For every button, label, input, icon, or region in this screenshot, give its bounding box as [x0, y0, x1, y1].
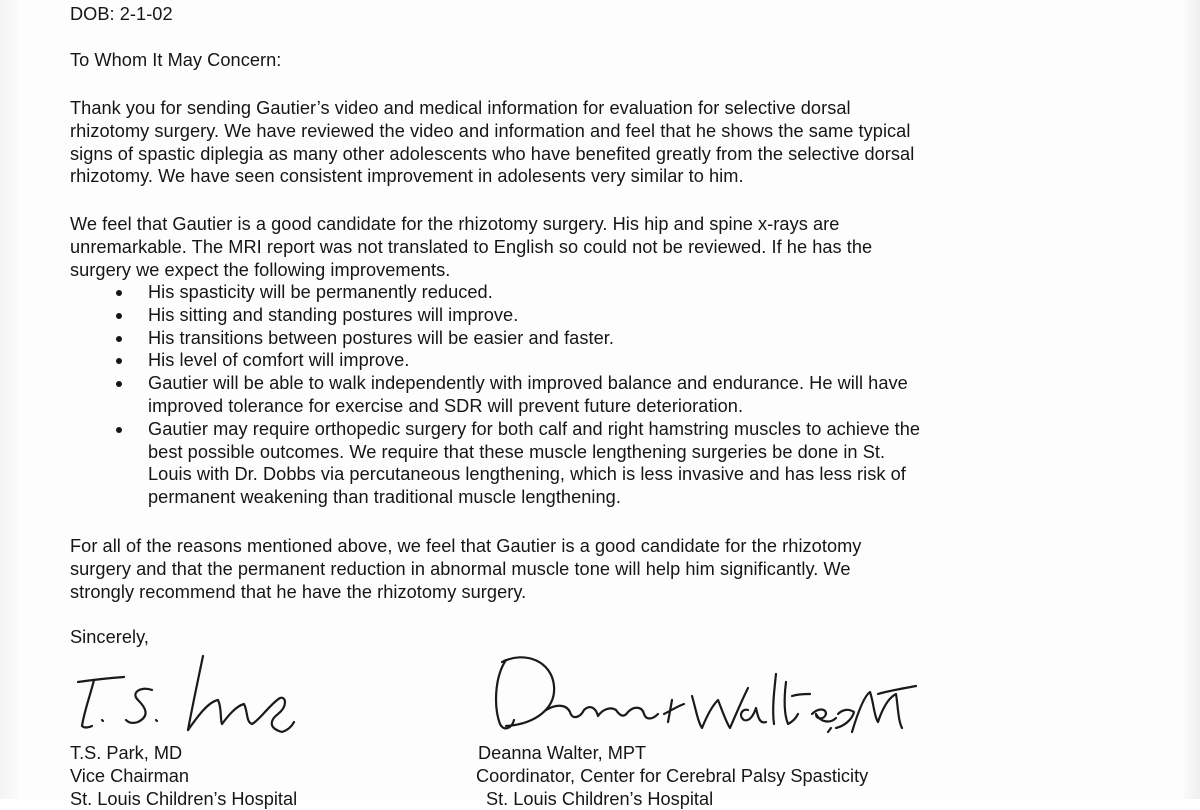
list-item-line: His spasticity will be permanently reduced.	[148, 282, 493, 302]
paragraph-line: strongly recommend that he have the rhizotomy surgery.	[70, 581, 527, 602]
bullet-icon	[116, 336, 122, 342]
list-item-line: improved tolerance for exercise and SDR will prevent future deterioration.	[148, 395, 744, 416]
bullet-icon	[116, 290, 122, 296]
paragraph-line: rhizotomy. We have seen consistent improvement in adolesents very similar to him.	[70, 166, 744, 187]
page-edge-left	[0, 0, 18, 799]
paragraph-line: rhizotomy surgery. We have reviewed the video and information and feel that he shows the same typical	[70, 120, 911, 141]
paragraph-line: unremarkable. The MRI report was not translated to English so could not be reviewed. If he has the	[70, 236, 873, 257]
paragraph-intro	[70, 97, 1010, 188]
signer-left	[70, 742, 298, 809]
signer-name: T.S. Park, MD	[70, 743, 183, 763]
bullet-icon	[116, 381, 122, 387]
paragraph-line: For all of the reasons mentioned above, we feel that Gautier is a good candidate for the rhizotomy	[70, 536, 862, 556]
bullet-icon	[116, 358, 122, 364]
signature-ts-park	[72, 650, 302, 740]
list-item	[70, 418, 1010, 509]
list-item	[70, 304, 1010, 327]
paragraph-line: We feel that Gautier is a good candidate for the rhizotomy surgery. His hip and spine x-rays are	[70, 214, 840, 234]
signer-right	[476, 742, 869, 809]
signature-deanna-walter	[486, 648, 916, 748]
paragraph-recommendation	[70, 535, 1010, 603]
list-item-line: His level of comfort will improve.	[148, 350, 410, 371]
signer-org-cropped	[476, 788, 868, 809]
list-item-line: His transitions between postures will be easier and faster.	[148, 327, 614, 348]
signer-title: Coordinator, Center for Cerebral Palsy Spasticity	[476, 765, 869, 786]
list-item	[70, 349, 1010, 372]
list-item	[70, 372, 1010, 418]
list-item-line: His sitting and standing postures will improve.	[148, 304, 519, 325]
improvements-list	[70, 281, 1010, 509]
paragraph-candidate	[70, 213, 1010, 281]
bullet-icon	[116, 427, 122, 433]
signer-org: St. Louis Children’s Hospital	[70, 788, 298, 809]
list-item	[70, 281, 1010, 304]
signer-org-cropped	[70, 788, 298, 809]
page-edge-right	[1184, 0, 1200, 799]
list-item-line: permanent weakening than traditional muscle lengthening.	[148, 487, 621, 508]
list-item-line: Gautier will be able to walk independently with improved balance and endurance. He will have	[148, 373, 908, 394]
signer-org: St. Louis Children’s Hospital	[486, 788, 714, 809]
paragraph-line: Thank you for sending Gautier’s video and medical information for evaluation for selective dorsal	[70, 98, 851, 118]
bullet-icon	[116, 313, 122, 319]
signer-title: Vice Chairman	[70, 765, 189, 786]
dob-line: DOB: 2-1-02	[70, 4, 173, 24]
paragraph-line: surgery and that the permanent reduction in abnormal muscle tone will help him significantly. We	[70, 558, 851, 579]
salutation: To Whom It May Concern:	[70, 50, 282, 70]
list-item-line: Gautier may require orthopedic surgery for both calf and right hamstring muscles to achieve the	[148, 418, 921, 439]
list-item-line: best possible outcomes. We require that these muscle lengthening surgeries be done in St.	[148, 441, 886, 462]
paragraph-line: surgery we expect the following improvements.	[70, 259, 451, 280]
paragraph-line: signs of spastic diplegia as many other adolescents who have benefited greatly from the selective dorsal	[70, 143, 915, 164]
closing: Sincerely,	[70, 627, 150, 647]
signer-name: Deanna Walter, MPT	[478, 743, 647, 763]
list-item-line: Louis with Dr. Dobbs via percutaneous lengthening, which is less invasive and has less risk of	[148, 464, 906, 485]
list-item	[70, 327, 1010, 350]
